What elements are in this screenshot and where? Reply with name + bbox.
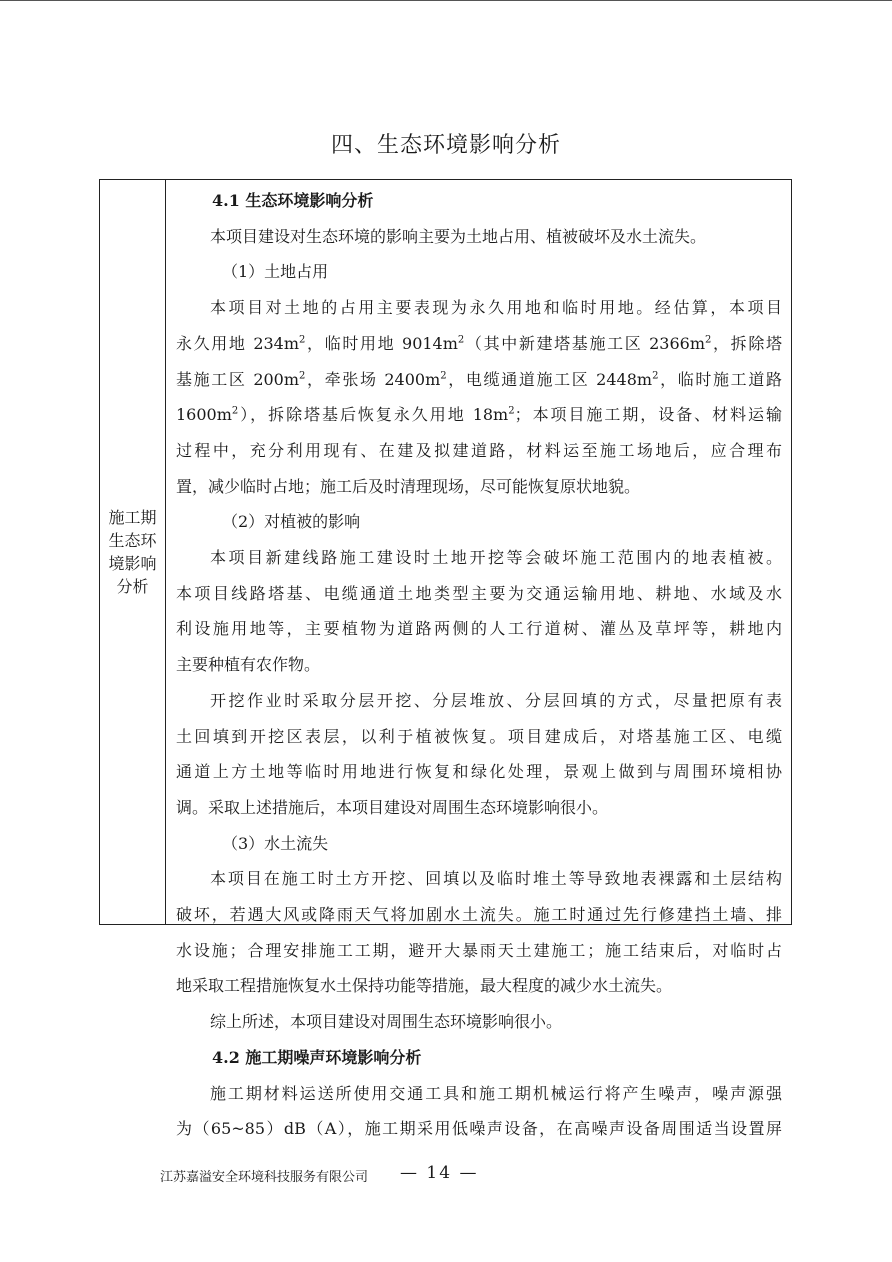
text-line: （1）土地占用 xyxy=(222,262,329,282)
text-line: 永久用地 $234m^2$，临时用地 $9014m^2$（其中新建塔基施工区 $2366m^2$，拆除塔 xyxy=(176,333,782,353)
text-line: 本项目建设对生态环境的影响主要为土地占用、植被破坏及水土流失。 xyxy=(210,226,707,246)
text-line: 施工期材料运送所使用交通工具和施工期机械运行将产生噪声，噪声源强 xyxy=(210,1083,782,1103)
text-line: 通道上方土地等临时用地进行恢复和绿化处理，景观上做到与周围环境相协 xyxy=(176,762,782,782)
text-line: 本项目在施工时土方开挖、回填以及临时堆土等导致地表裸露和土层结构 xyxy=(210,869,782,889)
text-line: 本项目对土地的占用主要表现为永久用地和临时用地。经估算，本项目 xyxy=(210,298,782,318)
text-line: 综上所述，本项目建设对周围生态环境影响很小。 xyxy=(210,1012,563,1032)
section-heading: 4.2 施工期噪声环境影响分析 xyxy=(212,1047,422,1067)
text-line: 主要种植有农作物。 xyxy=(176,655,321,675)
text-line: 置，减少临时占地；施工后及时清理现场，尽可能恢复原状地貌。 xyxy=(176,476,641,496)
content-table xyxy=(99,179,792,1139)
page-title: 四、生态环境影响分析 xyxy=(330,133,561,158)
content-cell xyxy=(166,180,791,1139)
row-label-cell xyxy=(100,180,166,924)
text-line: 为（65~85）dB（A），施工期采用低噪声设备，在高噪声设备周围适当设置屏 xyxy=(176,1119,782,1139)
footer-company: 江苏嘉溢安全环境科技服务有限公司 xyxy=(160,1170,369,1185)
page-number: — 14 — xyxy=(400,1163,479,1183)
row-label: 施工期生态环境影响分析 xyxy=(108,508,157,596)
text-line: 地采取工程措施恢复水土保持功能等措施，最大程度的减少水土流失。 xyxy=(176,976,673,996)
text-line: 开挖作业时采取分层开挖、分层堆放、分层回填的方式，尽量把原有表 xyxy=(210,690,782,710)
text-line: （3）水土流失 xyxy=(222,833,329,853)
text-line: 本项目线路塔基、电缆通道土地类型主要为交通运输用地、耕地、水域及水 xyxy=(176,583,782,603)
text-line: 土回填到开挖区表层，以利于植被恢复。项目建成后，对塔基施工区、电缆 xyxy=(176,726,782,746)
text-line: $1600m^2$），拆除塔基后恢复永久用地 $18m^2$；本项目施工期，设备、材料运输 xyxy=(176,405,782,425)
text-line: 利设施用地等，主要植物为道路两侧的人工行道树、灌丛及草坪等，耕地内 xyxy=(176,619,782,639)
text-line: 本项目新建线路施工建设时土地开挖等会破坏施工范围内的地表植被。 xyxy=(210,548,782,568)
section-heading: 4.1 生态环境影响分析 xyxy=(212,191,374,210)
text-line: 水设施；合理安排施工工期，避开大暴雨天土建施工；施工结束后，对临时占 xyxy=(176,940,782,960)
text-line: 调。采取上述措施后，本项目建设对周围生态环境影响很小。 xyxy=(176,797,609,817)
text-line: 基施工区 $200m^2$，牵张场 $2400m^2$，电缆通道施工区 $2448m^2$，临时施工道路 xyxy=(176,369,782,389)
text-line: （2）对植被的影响 xyxy=(222,512,361,532)
text-line: 过程中，充分利用现有、在建及拟建道路，材料运至施工场地后，应合理布 xyxy=(176,440,782,460)
top-rule xyxy=(0,0,892,1)
text-line: 破坏，若遇大风或降雨天气将加剧水土流失。施工时通过先行修建挡土墙、排 xyxy=(176,905,782,925)
